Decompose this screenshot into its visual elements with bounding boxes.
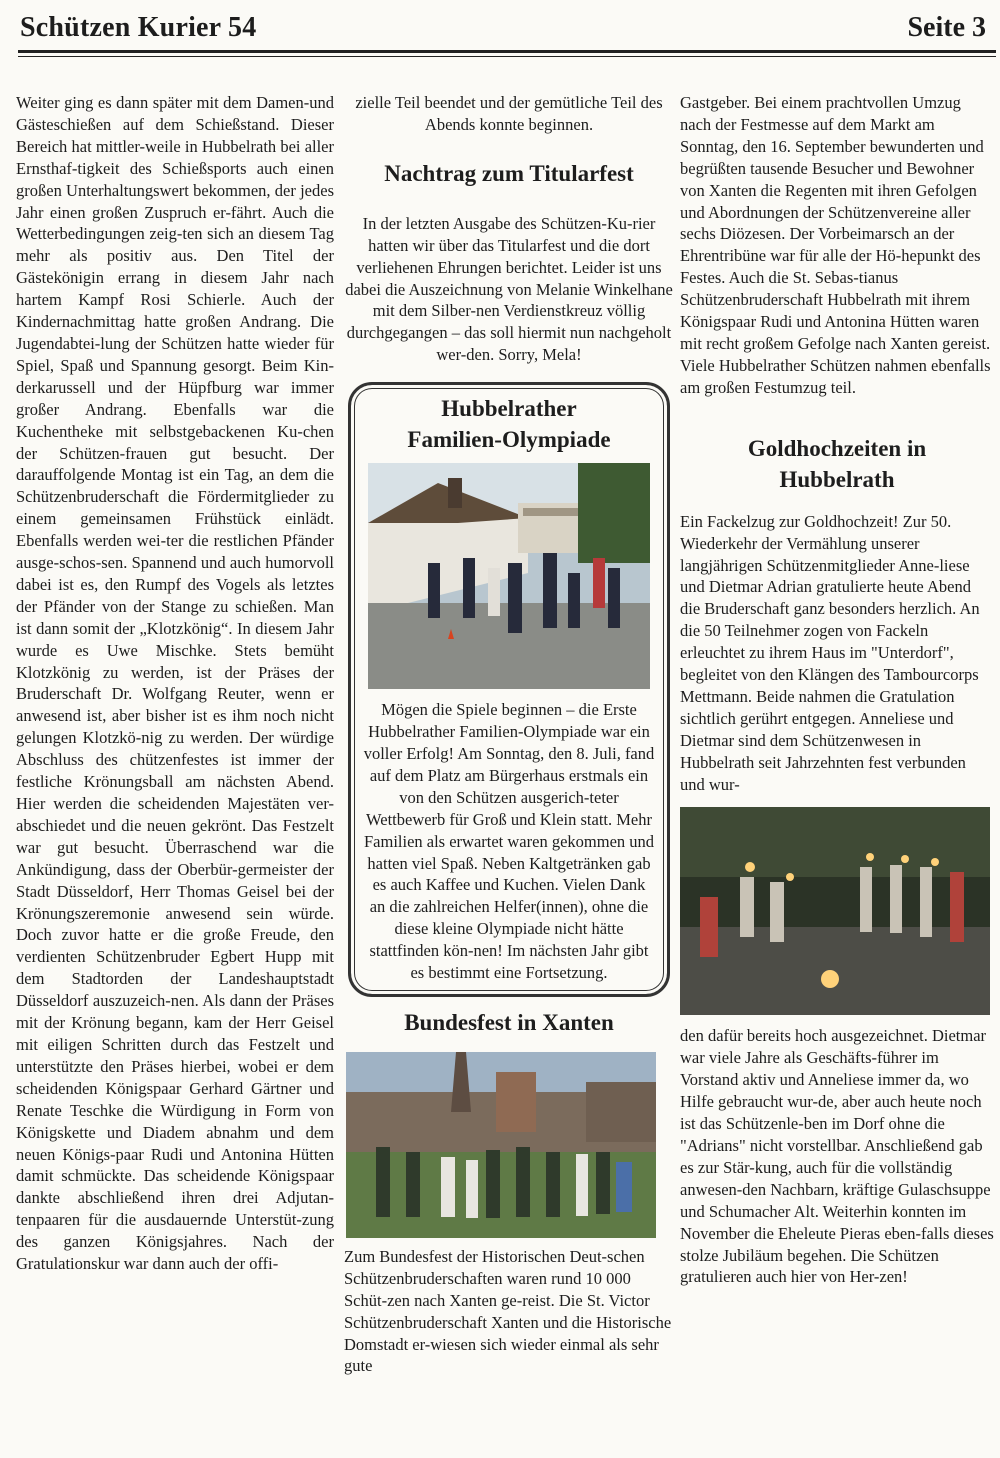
bundesfest-continuation: Gastgeber. Bei einem prachtvollen Umzug nach der Festmesse auf dem Markt am Sonntag, den 16. September bewunderten und begrüßten tausende Besucher und Bewohner von Xanten die Regenten mit ihren Gefolgen und Abordnungen der Schützenvereine aller sechs Diözesen. Der Vorbeimarsch an der Ehrentribüne war für alle der Hö-hepunkt des Festes. Auch die St. Sebas-tianus Schützenbruderschaft Hubbelrath mit ihrem Königspaar Rudi und Antonina Hütten waren mit recht großem Gefolge nach Xanten gereist. Viele Hubbelrather Schützen nahmen ebenfalls am großen Festumzug teil. — [680, 93, 991, 397]
column-center — [344, 92, 674, 1377]
header-rule-thin — [18, 56, 996, 57]
header-rule-thick — [18, 50, 996, 53]
olympiade-photo — [368, 463, 650, 689]
olympiade-heading-line1: Hubbelrather — [441, 396, 577, 422]
goldhochzeiten-text-part2: den dafür bereits hoch ausgezeichnet. Dietmar war viele Jahre als Geschäfts-führer im Vorstand aktiv und Anneliese immer da, wo Hilfe gebraucht wur-de, aber auch heute noch ist das Schützenle-ben im Dorf ohne die "Adrians" nicht vorstellbar. Anschließend gab es zur Stär-kung, auch für die vollständig anwesen-den Nachbarn, kräftige Gulaschsuppe und Schumacher Alt. Weiterhin konnten im November die Eheleute Pieras eben-falls dieses stolze Jubiläum begehen. Die Schützen gratulieren auch hier von Her-zen! — [680, 1026, 994, 1287]
titularfest-text: In der letzten Ausgabe des Schützen-Ku-rier hatten wir über das Titularfest und die dort verliehenen Ehrungen berichtet. Leider ist uns dabei die Auszeichnung von Melanie Winkelhane mit dem Silber-nen Verdienstkreuz völlig durchgegangen – das soll hiermit nun nachgeholt wer-den. Sorry, Mela! — [345, 213, 673, 365]
olympiade-heading — [363, 393, 655, 455]
goldhochzeiten-heading-line2: Hubbelrath — [779, 466, 895, 492]
column-left — [16, 92, 334, 1275]
article-schuetzenfest-continuation: zielle Teil beendet und der gemütliche Teil des Abends konnte beginnen. — [355, 93, 663, 134]
article-schuetzenfest-text: Weiter ging es dann später mit dem Damen-und Gästeschießen auf dem Schießstand. Dieser Bereich hat mittler-weile in Hubbelrath bei aller Ernsthaf-tigkeit des Schießsports auch einen großen Unterhaltungswert bekommen, der jedes Jahr einen großen Zuspruch er-fährt. Auch die Wetterbedingungen zeig-ten sich an diesem Tag mehr als positiv aus. Den Titel der Gästekönigin errang in diesem Jahr nach hartem Kampf Rosi Schierle. Auch der Kindernachmittag hatte großen Andrang. Die Jugendabtei-lung der Schützen hatte wieder für Spiel, Spaß und Spannung gesorgt. Beim Kin-derkarussell und der Hüpfburg war immer großer Andrang. Ebenfalls war die Kuchentheke mit selbstgebackenen Ku-chen der Schützen-frauen gut besucht. Der darauffolgende Montag ist ein Tag, an dem die Schützenbruderschaft die Fördermitglieder zu einem gemeinsamen Frühstück einlädt. Ebenfalls werden wei-ter die restlichen Pfänder ausge-schos-sen. Spannend und auch humorvoll dabei ist es, den Rumpf des Vogels als letztes der Pfänder von der Stange zu schießen. Man ist dann somit der „Klotzkönig“. In diesem Jahr wurde es Uwe Mischke. Stets bemüht Klotzkönig zu werden, ist der Präses der Bruderschaft Dr. Wolfgang Reuter, wenn er anwesend ist, aber bisher ist es ihm noch nicht gelungen Klotzkö-nig zu werden. Der würdige Abschluss des chützenfestes ist immer der festliche Krönungsball am nächsten Abend. Hier werden die scheidenden Majestäten ver-abschiedet und die neuen gekrönt. Das Festzelt war gut besucht. Überraschend war die Ankündigung, dass der Oberbür-germeister der Stadt Düsseldorf, Herr Thomas Geisel bei der Krönungszeremonie anwesend sein würde. Doch zuvor hatte er die große Freude, den verdienten Schützenbruder Egbert Hupp mit dem Stadtorden der Landeshauptstadt Düsseldorf auszuzeich-nen. Als dann der Präses mit der Krönung begann, kam der Herr Geisel mit eiligen Schritten durch das Festzelt und unterstützte den Präses hierbei, wobei er dem scheidenden Königspaar Gerhard Gärtner und Renate Teschke die Würdigung in Form von Königskette und Diadem abnahm und dem neuen Königs-paar Rudi und Antonina Hütten damit schmückte. Das scheidende Königspaar dankte abschließend ihren drei Adjutan-tenpaaren für die ausdauernde Unterstüt-zung des ganzen Königsjahres. Nach der Gratulationskur war dann auch der offi- — [16, 93, 334, 1274]
goldhochzeit-photo — [680, 807, 990, 1015]
olympiade-heading-line2: Familien-Olympiade — [407, 427, 611, 453]
newsletter-title: Schützen Kurier 54 — [20, 12, 257, 43]
goldhochzeiten-heading — [680, 433, 994, 495]
titularfest-heading: Nachtrag zum Titularfest — [384, 160, 634, 186]
page-number: Seite 3 — [907, 12, 986, 43]
goldhochzeiten-heading-line1: Goldhochzeiten in — [747, 435, 927, 461]
olympiade-box — [348, 382, 670, 997]
bundesfest-text: Zum Bundesfest der Historischen Deut-schen Schützenbruderschaften waren rund 10 000 Schüt-zen nach Xanten ge-reist. Die St. Victor Schützenbruderschaft Xanten und die Historische Domstadt er-wiesen sich wieder einmal als sehr gute — [344, 1246, 672, 1376]
bundesfest-photo — [346, 1052, 656, 1238]
olympiade-text: Mögen die Spiele beginnen – die Erste Hubbelrather Familien-Olympiade war ein voller Erfolg! Am Sonntag, den 8. Juli, fand auf dem Platz am Bürgerhaus erstmals ein von den Schützen ausgerich-teter Wettbewerb für Groß und Klein statt. Mehr Familien als erwartet waren gekommen und hatten viel Spaß. Neben Kaltgetränken gab es auch Kaffee und Kuchen. Vielen Dank an die zahlreichen Helfer(innen), ohne die diese kleine Olympiade nicht hätte stattfinden kön-nen! Im nächsten Jahr gibt es bestimmt eine Fortsetzung. — [363, 700, 655, 983]
bundesfest-heading: Bundesfest in Xanten — [404, 1009, 614, 1035]
column-right — [680, 92, 994, 1288]
goldhochzeiten-text-part1: Ein Fackelzug zur Goldhochzeit! Zur 50. Wiederkehr der Vermählung unserer langjährigen Schützenmitglieder Anne-liese und Dietmar Adrian gratulierte heute Abend die Bruderschaft ganz besonders herzlich. An die 50 Teilnehmer zogen von Fackeln erleuchtet zu ihrem Haus im "Unterdorf", begleitet von den Klängen des Tambourcorps Mettmann. Beide nahmen die Gratulation sichtlich gerührt entgegen. Anneliese und Dietmar sind dem Schützenwesen in Hubbelrath seit Jahrzehnten fest verbunden und wur- — [680, 511, 980, 794]
